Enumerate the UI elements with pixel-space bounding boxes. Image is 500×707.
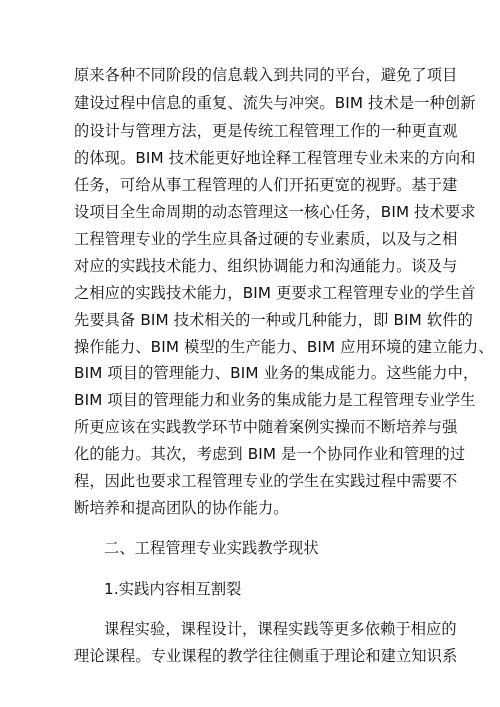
section-heading: 二、工程管理专业实践教学现状 [104, 539, 319, 557]
text-line: 的体现。BIM 技术能更好地诠释工程管理专业未来的方向和 [74, 149, 476, 167]
text-line: 原来各种不同阶段的信息载入到共同的平台，避免了项目 [74, 66, 458, 84]
text-line: 操作能力、BIM 模型的生产能力、BIM 应用环境的建立能力、 [74, 338, 494, 356]
text-line: 所更应该在实践教学环节中随着案例实操而不断培养与强 [74, 418, 458, 436]
text-line: 程，因此也要求工程管理专业的学生在实践过程中需要不 [74, 472, 458, 490]
text-line: BIM 项目的管理能力、BIM 业务的集成能力。这些能力中， [74, 364, 479, 382]
text-line: 断培养和提高团队的协作能力。 [74, 499, 289, 517]
subsection-heading: 1.实践内容相互割裂 [104, 580, 242, 598]
text-line: 之相应的实践技术能力，BIM 更要求工程管理专业的学生首 [74, 284, 476, 302]
text-line: 化的能力。其次，考虑到 BIM 是一个协同作业和管理的过 [74, 445, 466, 463]
text-line: 工程管理专业的学生应具备过硬的专业素质，以及与之相 [74, 230, 458, 248]
text-line: 先要具备 BIM 技术相关的一种或几种能力，即 BIM 软件的 [74, 311, 473, 329]
text-line: 任务，可给从事工程管理的人们开拓更宽的视野。基于建 [74, 176, 458, 194]
text-line: 课程实验，课程设计，课程实践等更多依赖于相应的 [104, 620, 457, 638]
text-line: 的设计与管理方法，更是传统工程管理工作的一种更直观 [74, 122, 458, 140]
text-line: 建设过程中信息的重复、流失与冲突。BIM 技术是一种创新 [74, 94, 476, 112]
text-line: 对应的实践技术能力、组织协调能力和沟通能力。谈及与 [74, 257, 458, 275]
text-line: 理论课程。专业课程的教学往往侧重于理论和建立知识系 [74, 647, 458, 665]
text-line: 设项目全生命周期的动态管理这一核心任务，BIM 技术要求 [74, 203, 476, 221]
text-line: BIM 项目的管理能力和业务的集成能力是工程管理专业学生 [74, 391, 476, 409]
